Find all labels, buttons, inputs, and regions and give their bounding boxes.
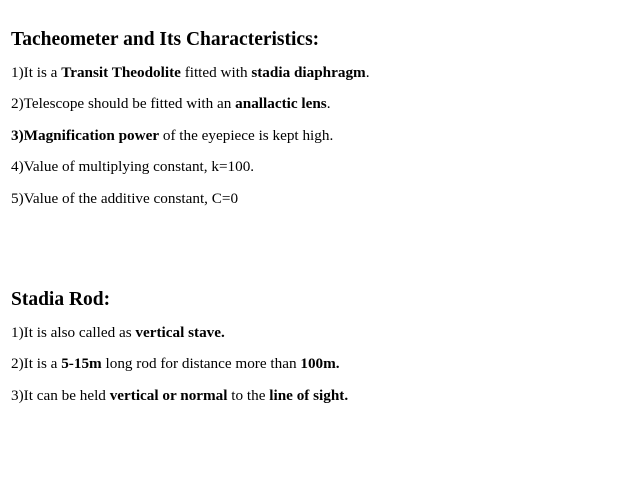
point-emphasis: stadia diaphragm [251,64,366,81]
point-text: 1)It is also called as [11,324,136,341]
stadia-rod-point-3 [11,387,348,405]
section-title-stadia-rod: Stadia Rod: [11,289,111,310]
tacheometer-point-3 [11,127,333,145]
point-text: . [326,95,331,112]
point-text: 1)It is a [11,64,62,81]
point-text: . [365,64,370,81]
point-text: to the [227,387,270,404]
stadia-rod-point-2 [11,355,340,373]
tacheometer-point-1 [11,64,370,82]
stadia-rod-point-1 [11,324,225,342]
point-emphasis: 5-15m [61,355,102,372]
point-emphasis: 100m. [300,355,340,372]
point-text: of the eyepiece is kept high. [159,127,334,144]
point-emphasis: Transit Theodolite [61,64,181,81]
section-title-tacheometer: Tacheometer and Its Characteristics: [11,29,320,50]
point-text: 2)Telescope should be fitted with an [11,95,236,112]
point-emphasis: line of sight. [269,387,349,404]
point-text: 3)It can be held [11,387,110,404]
point-emphasis: vertical stave. [135,324,225,341]
point-text: fitted with [180,64,252,81]
point-emphasis: anallactic lens [235,95,327,112]
tacheometer-point-2 [11,95,331,113]
tacheometer-point-4: 4)Value of multiplying constant, k=100. [11,158,255,175]
point-text: 2)It is a [11,355,62,372]
point-emphasis: 3)Magnification power [11,127,160,144]
tacheometer-point-5: 5)Value of the additive constant, C=0 [11,190,239,207]
point-emphasis: vertical or normal [109,387,228,404]
point-text: long rod for distance more than [101,355,301,372]
